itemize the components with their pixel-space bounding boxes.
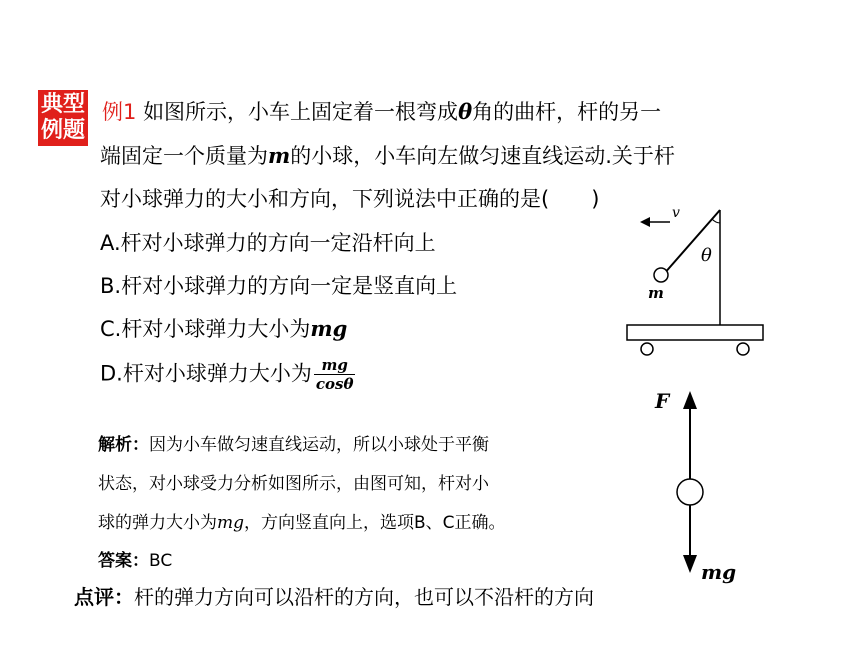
solution-line1 xyxy=(98,430,489,455)
question-line2 xyxy=(100,140,675,170)
question-text-2a: 端固定一个质量为 xyxy=(100,144,268,168)
example-badge xyxy=(38,90,88,146)
badge-line1: 典型 xyxy=(40,92,85,117)
answer-line xyxy=(98,546,172,571)
option-c-expr: mg xyxy=(310,316,348,341)
force-f-label: F xyxy=(655,389,670,413)
cart-figure xyxy=(600,195,780,365)
question-text-1a: 如图所示，小车上固定着一根弯成 xyxy=(143,100,459,124)
force-mg-label: mg xyxy=(701,560,737,584)
option-c xyxy=(100,313,347,343)
solution-text-3b: ，方向竖直向上，选项B、C正确。 xyxy=(244,513,506,533)
option-d-fraction xyxy=(314,356,356,393)
solution-line3 xyxy=(98,508,506,533)
option-a: A.杆对小球弹力的方向一定沿杆向上 xyxy=(100,231,436,255)
fraction-denominator: cosθ xyxy=(315,375,354,393)
review-heading: 点评： xyxy=(74,585,134,609)
solution-line2: 状态，对小球受力分析如图所示，由图可知，杆对小 xyxy=(98,474,489,494)
question-text-1b: 角的曲杆，杆的另一 xyxy=(472,100,662,124)
question-line3: 对小球弹力的大小和方向，下列说法中正确的是( ) xyxy=(100,187,600,211)
badge-line2: 例题 xyxy=(40,118,85,143)
velocity-label: v xyxy=(672,205,680,221)
answer-value: BC xyxy=(149,551,173,571)
angle-label: θ xyxy=(701,245,712,266)
option-b: B.杆对小球弹力的方向一定是竖直向上 xyxy=(100,274,458,298)
ball-mass-label: m xyxy=(648,284,664,302)
question-label: 例1 xyxy=(102,100,137,124)
fraction-numerator: mg xyxy=(314,356,356,375)
option-d xyxy=(100,356,355,393)
theta-symbol: θ xyxy=(458,99,473,124)
solution-mg: mg xyxy=(217,513,245,533)
question-line1 xyxy=(102,96,661,126)
solution-heading: 解析： xyxy=(98,435,149,455)
option-c-text: C.杆对小球弹力大小为 xyxy=(100,317,311,341)
mass-symbol: m xyxy=(268,143,291,168)
solution-text-1: 因为小车做匀速直线运动，所以小球处于平衡 xyxy=(149,435,489,455)
option-d-text: D.杆对小球弹力大小为 xyxy=(100,361,312,386)
force-diagram xyxy=(645,385,755,585)
review-text: 杆的弹力方向可以沿杆的方向，也可以不沿杆的方向 xyxy=(134,585,594,609)
answer-heading: 答案： xyxy=(98,551,149,571)
question-text-2b: 的小球，小车向左做匀速直线运动.关于杆 xyxy=(290,144,675,168)
solution-text-3a: 球的弹力大小为 xyxy=(98,513,217,533)
review-line xyxy=(74,581,594,610)
